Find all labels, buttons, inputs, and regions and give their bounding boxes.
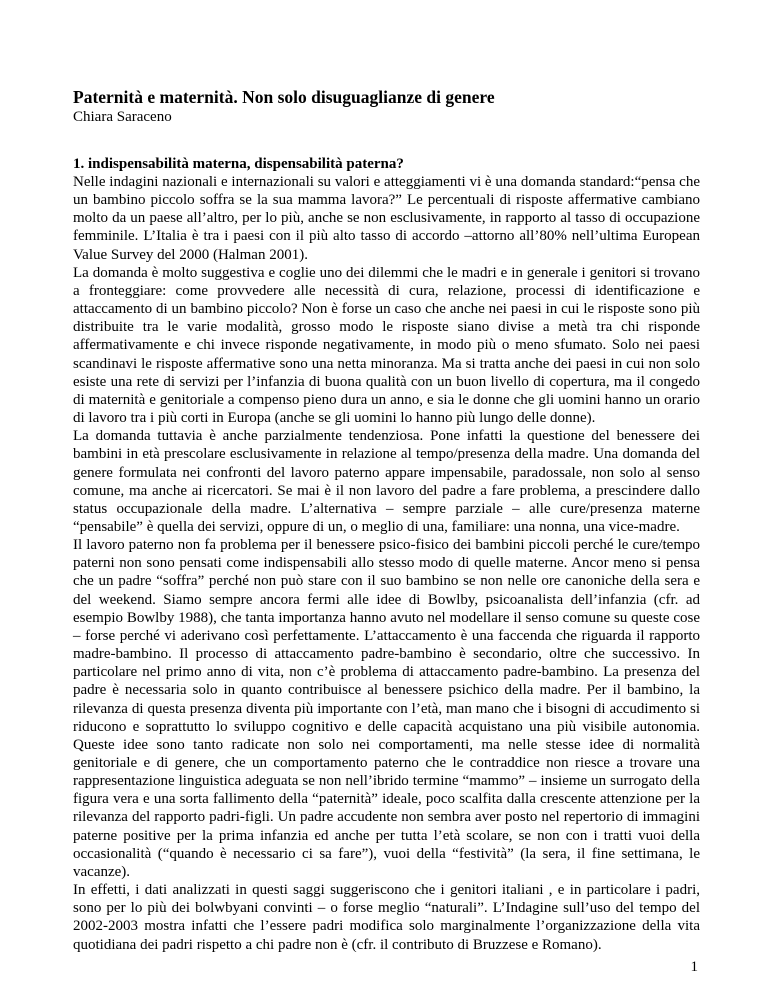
author-name: Chiara Saraceno <box>73 109 172 125</box>
paragraph: Il lavoro paterno non fa problema per il benessere psico-fisico dei bambini piccoli perché le cure/tempo paterni non sono pensati come indispensabili allo stesso modo di quelle materne. Ancor meno si pensa che un padre “soffra” perché non può stare con il suo bambino se non nelle ore canoniche della sera e del weekend. Siamo sempre ancora fermi alle idee di Bowlby, psicoanalista dell’infanzia (cfr. ad esempio Bowlby 1988), che tanta importanza hanno avuto nel modellare il senso comune su queste cose – forse perché vi aderivano così perfettamente. L’attaccamento è una faccenda che riguarda il rapporto madre-bambino. Il processo di attaccamento padre-bambino è secondario, oltre che successivo. In particolare nel primo anno di vita, non c’è problema di attaccamento padre-bambino. La presenza del padre è necessaria solo in quanto contribuisce al benessere psichico della madre. Per il bambino, la rilevanza di questa presenza diventa più importante con l’età, man mano che i bisogni di accudimento si riducono e soprattutto lo sviluppo cognitivo e delle capacità acquistano una più visibile autonomia. Queste idee sono tanto radicate non solo nei comportamenti, ma nelle stesse idee di normalità genitoriale e di genere, che un comportamento paterno che le contraddice non riesce a trovare una rappresentazione linguistica adeguata se non nell’ibrido termine “mammo” – insieme un surrogato della figura vera e una sorta fallimento della “paternità” ideale, poco scalfita dalla crescente attenzione per la rilevanza del rapporto padri-figli. Un padre accudente non sembra aver posto nel repertorio di immagini paterne positive per la prima infanzia ed anche per tutta l’età scolare, se non con i tratti vuoi della occasionalità (“quando è necessario ci sa fare”), vuoi della “festività” (la sera, il fine settimana, le vacanze). <box>73 537 700 880</box>
body-text <box>73 173 700 954</box>
paragraph: Nelle indagini nazionali e internazionali su valori e atteggiamenti vi è una domanda standard:“pensa che un bambino piccolo soffra se la sua mamma lavora?” Le percentuali di risposte affermative cambiano molto da un paese all’altro, per lo più, anche se non esclusivamente, in rapporto al tasso di occupazione femminile. L’Italia è tra i paesi con il più alto tasso di accordo –attorno all’80% nell’ultima European Value Survey del 2000 (Halman 2001). <box>73 174 700 263</box>
paragraph: La domanda è molto suggestiva e coglie uno dei dilemmi che le madri e in generale i genitori si trovano a fronteggiare: come provvedere alle necessità di cura, relazione, processi di identificazione e attaccamento di un bambino piccolo? Non è forse un caso che anche nei paesi in cui le risposte sono più distribuite tra le varie modalità, grosso modo le risposte siano divise a metà tra chi risponde affermativamente e chi invece risponde negativamente, in modo più o meno sfumato. Solo nei paesi scandinavi le risposte affermative sono una netta minoranza. Ma si tratta anche dei paesi in cui non solo esiste una rete di servizi per l’infanzia di buona qualità con un buon livello di copertura, ma il congedo di maternità e genitoriale a compenso pieno dura un anno, e sia le donne che gli uomini hanno un orario di lavoro tra i più corti in Europa (anche se gli uomini lo hanno più lungo delle donne). <box>73 264 700 427</box>
page-number: 1 <box>690 959 698 975</box>
document-title: Paternità e maternità. Non solo disuguaglianze di genere <box>73 87 495 107</box>
paragraph: In effetti, i dati analizzati in questi saggi suggeriscono che i genitori italiani , e in particolare i padri, sono per lo più dei bolwbyani convinti – o forse meglio “naturali”. L’Indagine sull’uso del tempo del 2002-2003 mostra infatti che l’essere padri modifica solo marginalmente l’organizzazione della vita quotidiana dei padri rispetto a chi padre non è (cfr. il contributo di Bruzzese e Romano). <box>73 882 700 953</box>
section-heading: 1. indispensabilità materna, dispensabilità paterna? <box>73 156 404 172</box>
paragraph: La domanda tuttavia è anche parzialmente tendenziosa. Pone infatti la questione del benessere dei bambini in età prescolare esclusivamente in relazione al tempo/presenza della madre. Una domanda del genere formulata nei confronti del lavoro paterno appare impensabile, paradossale, non solo al senso comune, ma anche ai ricercatori. Se mai è il non lavoro del padre a fare problema, a prescindere dallo status occupazionale della madre. L’alternativa – sempre parziale – alle cure/presenza materne “pensabile” è quella dei servizi, oppure di un, o meglio di una, familiare: una nonna, una vice-madre. <box>73 428 700 535</box>
